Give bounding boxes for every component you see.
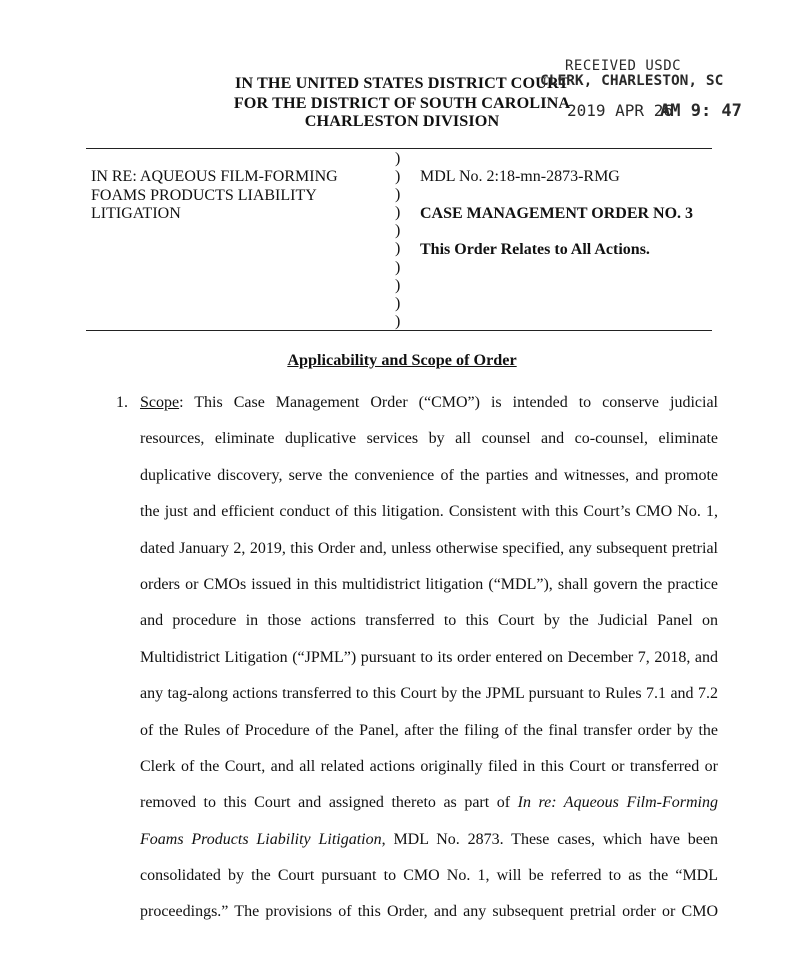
paragraph-heading: Scope — [140, 394, 180, 411]
division-name: CHARLESTON DIVISION — [304, 112, 500, 130]
case-caption-line: FOAMS PRODUCTS LIABILITY — [91, 186, 317, 204]
mdl-number: MDL No. 2:18-mn-2873-RMG — [420, 168, 620, 185]
paren: ) — [395, 258, 401, 276]
section-title: Applicability and Scope of Order — [287, 351, 517, 369]
paragraph-line-text: , MDL No. 2873. These cases, which have been — [381, 830, 718, 848]
paren: ) — [395, 168, 401, 186]
paren: ) — [395, 294, 401, 312]
case-caption — [91, 168, 338, 224]
paren: ) — [395, 150, 401, 167]
paragraph-line: resources, eliminate duplicative services by all counsel and co-counsel, eliminate — [140, 430, 718, 448]
paren: ) — [395, 240, 401, 258]
paragraph-number: 1. — [116, 394, 128, 411]
paragraph-line: dated January 2, 2019, this Order and, unless otherwise specified, any subsequent pretrial — [140, 539, 718, 557]
received-stamp: RECEIVED USDC — [565, 58, 682, 74]
court-name: IN THE UNITED STATES DISTRICT COURT — [234, 74, 570, 92]
paragraph-line-text: : This Case Management Order (“CMO”) is intended to conserve judicial — [179, 394, 718, 411]
paragraph-line: and procedure in those actions transferred to this Court by the Judicial Panel on — [140, 612, 718, 630]
paragraph-line — [140, 785, 718, 821]
paragraph-line: consolidated by the Court pursuant to CMO No. 1, will be referred to as the “MDL — [140, 867, 718, 885]
paragraph-line: the just and efficient conduct of this litigation. Consistent with this Court’s CMO No. 1, — [140, 503, 718, 521]
order-relates: This Order Relates to All Actions. — [420, 241, 650, 258]
caption-paren-column — [395, 150, 400, 331]
clerk-stamp: CLERK, CHARLESTON, SC — [540, 73, 724, 89]
caption-top-rule — [86, 148, 712, 149]
paragraph-line: of the Rules of Procedure of the Panel, after the filing of the final transfer order by the — [140, 721, 718, 739]
paragraph-line — [140, 822, 718, 858]
case-caption-line: LITIGATION — [91, 205, 181, 222]
stamp-time: AM 9: 47 — [660, 101, 742, 121]
paren: ) — [395, 312, 401, 330]
paragraph-line: Multidistrict Litigation (“JPML”) pursuant to its order entered on December 7, 2018, and — [140, 648, 718, 666]
paragraph-line: proceedings.” The provisions of this Order, and any subsequent pretrial order or CMO — [140, 903, 718, 921]
paragraph-line-text: removed to this Court and assigned thereto as part of — [140, 794, 518, 812]
stamp-date: 2019 APR 26 — [567, 101, 673, 120]
paragraph-body — [140, 385, 718, 931]
paragraph-line: Clerk of the Court, and all related actions originally filed in this Court or transferred or — [140, 757, 718, 775]
paren: ) — [395, 276, 401, 294]
paragraph-line: orders or CMOs issued in this multidistrict litigation (“MDL”), shall govern the practice — [140, 575, 718, 593]
order-title: CASE MANAGEMENT ORDER NO. 3 — [420, 205, 694, 222]
paragraph-line: duplicative discovery, serve the convenience of the parties and witnesses, and promote — [140, 466, 718, 484]
paragraph-line — [140, 385, 718, 421]
paren: ) — [395, 222, 401, 240]
paragraph-line: any tag-along actions transferred to this Court by the JPML pursuant to Rules 7.1 and 7.2 — [140, 685, 718, 703]
district-name: FOR THE DISTRICT OF SOUTH CAROLINA — [233, 94, 571, 112]
case-name-italic: In re: Aqueous Film-Forming — [517, 794, 718, 812]
paren: ) — [395, 186, 401, 204]
case-name-italic: Foams Products Liability Litigation — [140, 830, 382, 848]
paren: ) — [395, 204, 401, 222]
case-caption-line: IN RE: AQUEOUS FILM-FORMING — [91, 168, 338, 185]
